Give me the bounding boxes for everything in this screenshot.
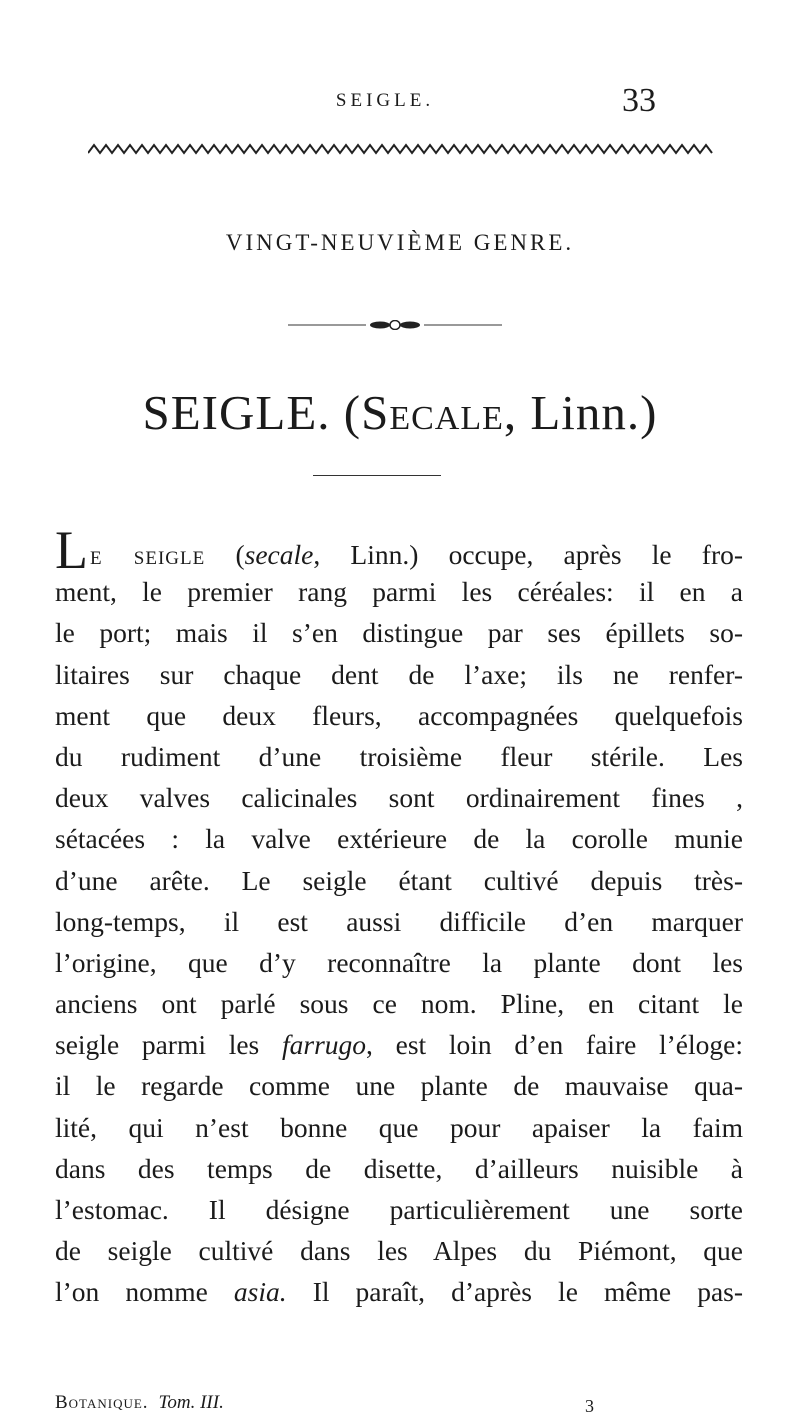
latin-name: Secale <box>361 385 504 440</box>
running-head <box>0 80 800 130</box>
text-line: deux valves calicinales sont ordinairement fines , <box>55 782 743 814</box>
decorative-flourish <box>288 320 502 330</box>
text-line: l’origine, que d’y reconnaître la plante dont les <box>55 946 743 978</box>
opening-words: e seigle <box>90 539 206 570</box>
text-line: d’une arête. Le seigle étant cultivé depuis très- <box>55 864 743 896</box>
genre-heading: VINGT-NEUVIÈME GENRE. <box>225 230 575 255</box>
text-line: le port; mais il s’en distingue par ses épillets so- <box>55 617 743 649</box>
paren-open: ( <box>343 385 362 440</box>
title-rule <box>313 475 441 476</box>
text-line: ment, le premier rang parmi les céréales: il en a <box>55 576 743 608</box>
sheet-number: 3 <box>585 1396 594 1416</box>
text-line: dans des temps de disette, d’ailleurs nuisible à <box>55 1152 743 1184</box>
text-line: l’on nomme asia. Il paraît, d’après le même pas- <box>55 1276 744 1308</box>
latin-term: farrugo <box>281 1029 367 1061</box>
text-line: ment que deux fleurs, accompagnées quelquefois <box>55 699 743 731</box>
text-line: il le regarde comme une plante de mauvaise qua- <box>55 1070 743 1102</box>
drop-cap: L <box>55 520 88 580</box>
body-text <box>55 520 744 1313</box>
page-number: 33 <box>622 82 656 119</box>
latin-term: secale <box>244 539 314 570</box>
text-line: seigle parmi les farrugo, est loin d’en faire l’éloge: <box>55 1029 744 1061</box>
running-title: SEIGLE. <box>335 90 435 111</box>
paren-close: ) <box>640 385 658 440</box>
text-line: Le seigle (secale, Linn.) occupe, après le fro- <box>55 520 744 580</box>
text-line: long-temps, il est aussi difficile d’en marquer <box>55 905 743 937</box>
title-comma: , <box>503 385 518 440</box>
printer-signature: Botanique. Tom. III. <box>55 1392 224 1413</box>
text-line: l’estomac. Il désigne particulièrement une sorte <box>55 1194 743 1225</box>
author-abbreviation: Linn. <box>530 385 641 440</box>
ornamental-zigzag-rule <box>88 142 714 156</box>
text-line: sétacées : la valve extérieure de la corolle munie <box>55 823 743 855</box>
latin-term: asia. <box>233 1276 287 1308</box>
text-line: lité, qui n’est bonne que pour apaiser la faim <box>55 1111 743 1143</box>
genus-title <box>0 384 800 441</box>
page-footer <box>55 1392 743 1422</box>
text-line: anciens ont parlé sous ce nom. Pline, en citant le <box>55 988 743 1020</box>
text-line: litaires sur chaque dent de l’axe; ils ne renfer- <box>55 658 743 690</box>
text-line: de seigle cultivé dans les Alpes du Piémont, que <box>55 1235 743 1267</box>
text-line: du rudiment d’une troisième fleur stérile. Les <box>55 740 743 772</box>
genus-name: SEIGLE. <box>142 385 331 440</box>
